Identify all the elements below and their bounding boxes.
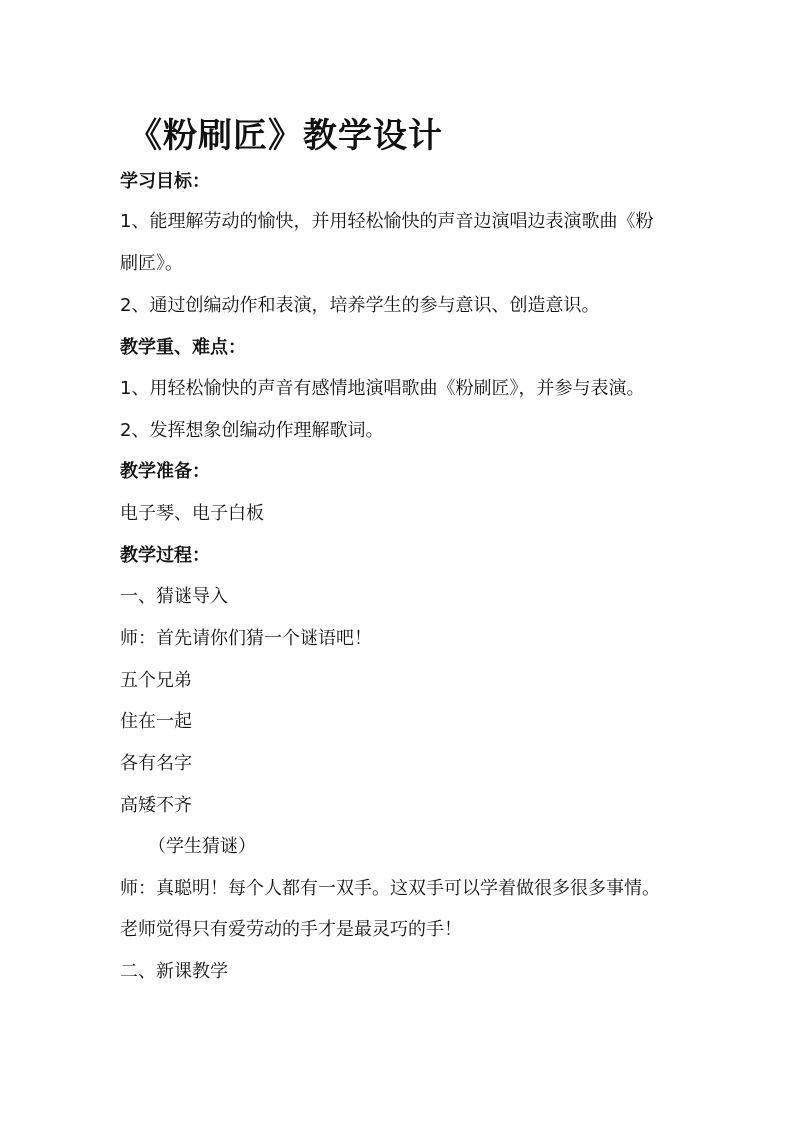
objective-1-line-2: 刷匠》。 xyxy=(120,253,183,274)
objective-2: 2、通过创编动作和表演，培养学生的参与意识、创造意识。 xyxy=(120,295,600,316)
riddle-line-1: 五个兄弟 xyxy=(120,670,192,691)
process-heading: 教学过程： xyxy=(120,545,210,566)
objective-1-line-1: 1、能理解劳动的愉快，并用轻松愉快的声音边演唱边表演歌曲《粉 xyxy=(120,211,654,232)
section-1-heading: 一、猜谜导入 xyxy=(120,586,228,607)
riddle-line-3: 各有名字 xyxy=(120,753,192,774)
key-point-1: 1、用轻松愉快的声音有感情地演唱歌曲《粉刷匠》，并参与表演。 xyxy=(120,378,645,399)
teacher-line-2b: 老师觉得只有爱劳动的手才是最灵巧的手！ xyxy=(120,919,462,940)
section-2-heading: 二、新课教学 xyxy=(120,961,228,982)
objectives-heading: 学习目标： xyxy=(120,171,210,192)
preparation-heading: 教学准备： xyxy=(120,461,210,482)
students-guess: （学生猜谜） xyxy=(148,836,256,857)
key-points-heading: 教学重、难点： xyxy=(120,337,246,358)
teacher-line-2a: 师：真聪明！每个人都有一双手。这双手可以学着做很多很多事情。 xyxy=(120,878,660,899)
key-point-2: 2、发挥想象创编动作理解歌词。 xyxy=(120,420,384,441)
riddle-line-4: 高矮不齐 xyxy=(120,795,192,816)
page-title: 《粉刷匠》教学设计 xyxy=(128,116,443,156)
teacher-line-1: 师：首先请你们猜一个谜语吧！ xyxy=(120,628,372,649)
riddle-line-2: 住在一起 xyxy=(120,711,192,732)
preparation-text: 电子琴、电子白板 xyxy=(120,503,264,524)
